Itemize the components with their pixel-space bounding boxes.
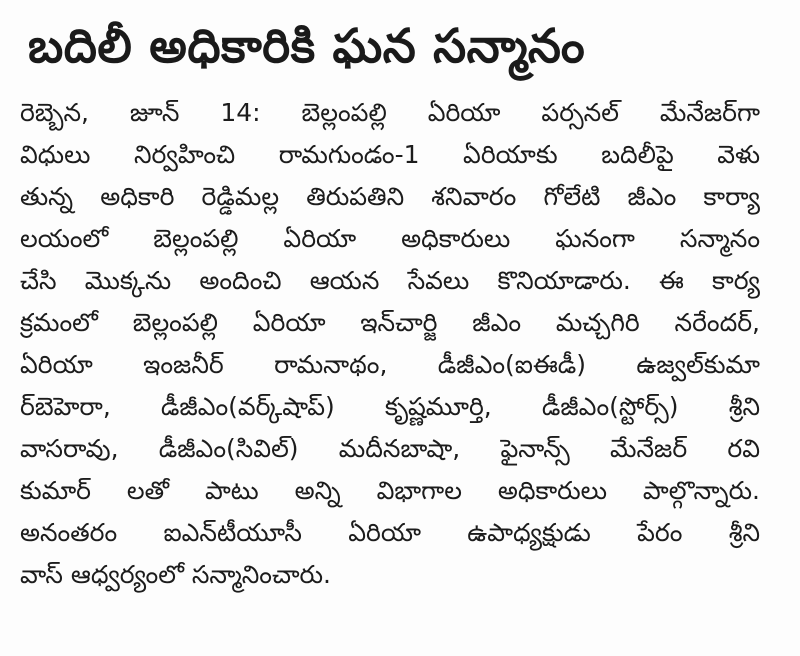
article-line: రెబ్బెన, జూన్ 14: బెల్లంపల్లి ఏరియా పర్సనల్ మేనేజర్‌గా	[20, 98, 760, 127]
article-line: చేసి మొక్కను అందించి ఆయన సేవలు కొనియాడారు. ఈ కార్య	[20, 266, 760, 295]
article-line: అనంతరం ఐఎన్‌టీయూసీ ఏరియా ఉపాధ్యక్షుడు పేరం శ్రీని	[20, 518, 760, 547]
article-line: కుమార్ లతో పాటు అన్ని విభాగాల అధికారులు పాల్గొన్నారు.	[20, 476, 760, 505]
article-line: విధులు నిర్వహించి రామగుండం-1 ఏరియాకు బదిలీపై వెళు	[20, 140, 760, 169]
article-line: వాస్ ఆధ్వర్యంలో సన్మానించారు.	[20, 560, 331, 589]
article-line: ర్‌బెహెరా, డీజీఎం(వర్క్‌షాప్) కృష్ణమూర్తి, డీజీఎం(స్టోర్స్) శ్రీని	[20, 392, 760, 421]
article-line: ఏరియా ఇంజనీర్ రామనాథం, డీజీఎం(ఐఈడీ) ఉజ్వల్‌కుమా	[20, 350, 760, 379]
article-line: తున్న అధికారి రెడ్డిమల్ల తిరుపతిని శనివారం గోలేటి జీఎం కార్యా	[20, 182, 760, 211]
article-body	[20, 92, 760, 596]
article-line: వాసరావు, డీజీఎం(సివిల్) మదీనబాషా, ఫైనాన్స్ మేనేజర్ రవి	[20, 434, 760, 463]
headline: బదిలీ అధికారికి ఘన సన్మానం	[28, 19, 586, 74]
article-line: క్రమంలో బెల్లంపల్లి ఏరియా ఇన్‌చార్జి జీఎం మచ్చగిరి నరేందర్,	[20, 308, 760, 337]
article-line: లయంలో బెల్లంపల్లి ఏరియా అధికారులు ఘనంగా సన్మానం	[20, 224, 760, 253]
